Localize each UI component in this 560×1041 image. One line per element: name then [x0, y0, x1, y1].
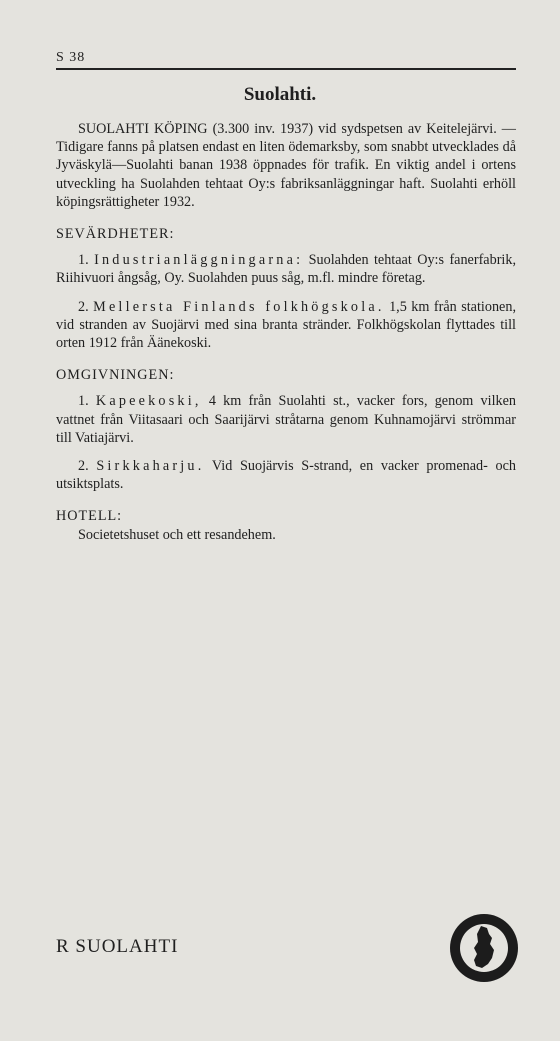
intro-paragraph [56, 120, 516, 211]
header-rule [56, 68, 516, 70]
item-text: Suolahden tehtaat Oy:s fanerfabrik, Riihivuori ångsåg, Oy. Suolahden puus såg, m.fl. mindre företag. [56, 252, 516, 287]
item-number: 2. [78, 298, 89, 315]
sevardheter-heading: SEVÄRDHETER: [56, 226, 175, 243]
hotell-heading: HOTELL: [56, 508, 123, 525]
finland-map-seal-icon [448, 912, 520, 984]
sevardheter-item [56, 298, 516, 353]
item-name: Mellersta Finlands folkhögskola. [93, 298, 385, 315]
item-number: 1. [78, 252, 89, 269]
sevardheter-item [56, 251, 516, 287]
item-text: 4 km från Suolahti st., vacker fors, genom vilken vattnet från Viitasaari och Saarijärvi stråtarna genom Kuhnamojärvi strömmar till Vatiajärvi. [56, 393, 517, 446]
item-number: 1. [78, 393, 89, 410]
item-text: Vid Suojärvis S-strand, en vacker promenad- och utsiktsplats. [56, 458, 516, 493]
page-title: Suolahti. [243, 84, 317, 105]
item-name: Kapeekoski, [95, 393, 202, 410]
item-name: Industrianläggningarna: [94, 252, 304, 269]
item-name: Sirkkaharju. [96, 458, 205, 475]
item-number: 2. [78, 458, 89, 475]
intro-text: vid sydspetsen av Keitelejärvi. — Tidigare fanns på platsen endast en liten ödemarksby, som snabbt utvecklades då Jyväskylä—Suolahti banan 1938 öppnades för trafik. En viktig andel i ortens utveckling ha Suolahden tehtaat Oy:s fabriksanläggningar haft. Suolahti erhöll köpingsrättigheter 1932. [56, 121, 516, 210]
item-text: 1,5 km från stationen, vid stranden av Suojärvi med sina branta stränder. Folkhögskolan flyttades till orten 1912 från Äänekoski. [56, 298, 516, 352]
hotell-text: Societetshuset och ett resandehem. [78, 526, 276, 543]
omgivningen-heading: OMGIVNINGEN: [56, 367, 175, 384]
intro-lead: SUOLAHTI KÖPING (3.300 inv. 1937) [78, 121, 314, 137]
omgivningen-item [56, 457, 516, 493]
body-text [56, 120, 516, 544]
footer-label: R SUOLAHTI [56, 936, 179, 957]
page-number: S 38 [56, 50, 86, 65]
omgivningen-item [56, 392, 516, 447]
